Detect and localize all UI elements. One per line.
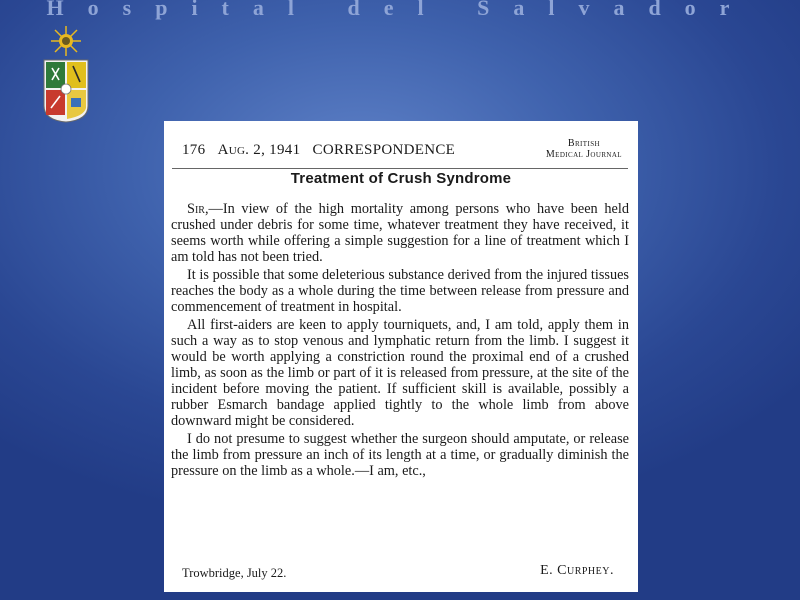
journal-line-1: British <box>567 138 600 149</box>
slide-header: Hospital del Salvador <box>46 0 754 20</box>
star-emblem-icon <box>51 26 81 56</box>
issue-date: Aug. 2, 1941 <box>217 142 301 158</box>
signoff <box>182 563 614 583</box>
place-date: Trowbridge, July 22. <box>182 566 287 580</box>
section-name: CORRESPONDENCE <box>312 142 456 158</box>
salutation: Sir, <box>187 201 209 217</box>
article-body <box>171 201 629 481</box>
header-rule <box>172 168 628 169</box>
article-title: Treatment of Crush Syndrome <box>290 170 512 187</box>
university-crest-icon <box>40 24 92 124</box>
page-number-line <box>182 142 455 159</box>
page-number: 176 <box>182 142 206 158</box>
paragraph-1-text: —In view of the high mortality among persons who have been held crushed under debris for some time, whatever treatment they have received, it seems worth while offering a simple suggestion for a line of treatment which I am told has not been tried. <box>171 201 629 265</box>
journal-line-2: Medical Journal <box>545 149 622 160</box>
journal-page <box>164 121 638 592</box>
author-name: E. Curphey. <box>540 563 614 578</box>
shield-icon <box>44 60 88 122</box>
journal-name <box>546 138 622 160</box>
paragraph-4: I do not presume to suggest whether the surgeon should amputate, or release the limb from pressure an inch of its length at a time, or gradually diminish the pressure on the limb as a whole.—I am, etc., <box>171 431 629 479</box>
masthead <box>182 138 622 166</box>
paragraph-2: It is possible that some deleterious substance derived from the injured tissues reaches the body as a whole during the time between release from pressure and commencement of treatment in hospital. <box>171 267 629 315</box>
paragraph-1 <box>171 201 629 265</box>
paragraph-3: All first-aiders are keen to apply tourniquets, and, I am told, apply them in such a way as to stop venous and lymphatic return from the limb. I suggest it would be worth applying a constriction round the proximal end of a crushed limb, as soon as the limb or part of it is released from pressure, at the site of the incident before moving the patient. If sufficient skill is available, possibly a rubber Esmarch bandage applied tightly to the whole limb from above downward might be considered. <box>171 317 629 429</box>
